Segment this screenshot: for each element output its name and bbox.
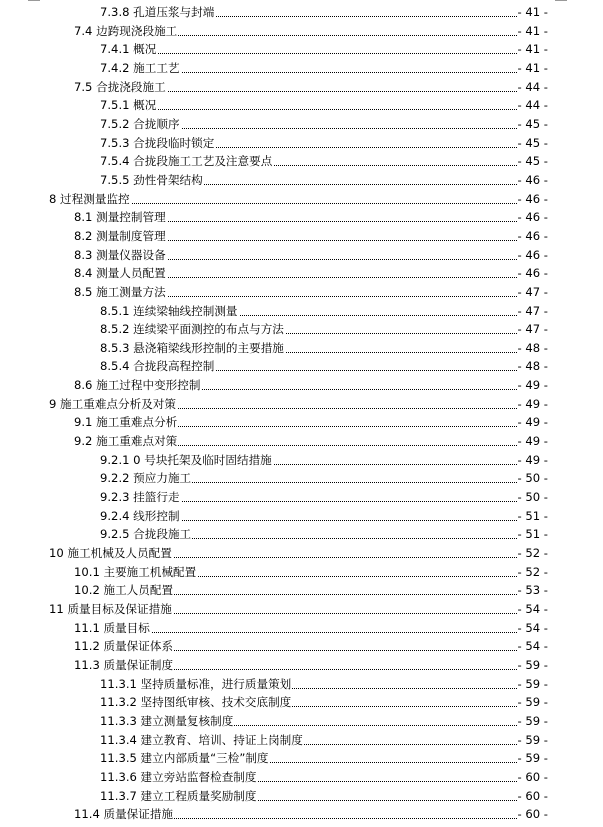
- toc-entry[interactable]: [0, 152, 603, 171]
- toc-entry[interactable]: [0, 413, 603, 432]
- toc-entry[interactable]: [0, 40, 603, 59]
- toc-entry-page-number: - 47 -: [517, 303, 548, 318]
- toc-entry[interactable]: [0, 432, 603, 451]
- toc-entry-page-number: - 54 -: [517, 602, 548, 616]
- toc-entry[interactable]: [0, 357, 603, 376]
- toc-entry[interactable]: [0, 283, 603, 302]
- table-of-contents: [0, 3, 603, 824]
- toc-entry[interactable]: [0, 749, 603, 768]
- toc-entry-title: 9.2.3 挂篮行走: [100, 490, 180, 505]
- toc-entry-title: 8.3 测量仪器设备: [74, 247, 166, 262]
- toc-entry[interactable]: [0, 208, 603, 227]
- toc-entry-page-number: - 54 -: [517, 620, 548, 635]
- toc-entry-title: 9.1 施工重难点分析: [74, 415, 178, 430]
- toc-entry-title: 8.5.3 悬浇箱梁线形控制的主要措施: [100, 340, 284, 355]
- toc-entry-title: 7.5.5 劲性骨架结构: [100, 172, 203, 187]
- toc-entry[interactable]: [0, 581, 603, 600]
- toc-entry-title: 8.4 测量人员配置: [74, 266, 166, 281]
- toc-entry-title: 7.5 合拢浇段施工: [74, 79, 166, 94]
- toc-entry-title: 11.4 质量保证措施: [74, 807, 174, 822]
- toc-entry-page-number: - 41 -: [517, 60, 548, 75]
- toc-entry[interactable]: [0, 264, 603, 283]
- toc-entry[interactable]: [0, 339, 603, 358]
- toc-entry[interactable]: [0, 544, 603, 563]
- toc-entry-title: 11.3.7 建立工程质量奖励制度: [100, 788, 257, 803]
- toc-entry-title: 11.2 质量保证体系: [74, 639, 174, 654]
- toc-entry[interactable]: [0, 675, 603, 694]
- toc-entry-page-number: - 46 -: [517, 210, 548, 225]
- toc-entry[interactable]: [0, 96, 603, 115]
- toc-entry-title: 8 过程测量监控: [49, 191, 130, 206]
- toc-entry-title: 9.2.1 0 号块托架及临时固结措施: [100, 452, 272, 467]
- toc-entry-page-number: - 59 -: [517, 657, 548, 672]
- toc-entry[interactable]: [0, 563, 603, 582]
- toc-entry-title: 7.5.3 合拢段临时锁定: [100, 135, 215, 150]
- toc-entry-page-number: - 59 -: [517, 751, 548, 766]
- toc-entry-title: 11.3.2 坚持图纸审核、技术交底制度: [100, 695, 292, 710]
- toc-entry-page-number: - 60 -: [517, 807, 548, 822]
- toc-entry-title: 7.5.4 合拢段施工工艺及注意要点: [100, 154, 273, 169]
- toc-entry-title: 8.5.2 连续梁平面测控的布点与方法: [100, 322, 284, 337]
- toc-entry-page-number: - 50 -: [517, 471, 548, 486]
- toc-entry[interactable]: [0, 3, 603, 22]
- page-top-rule-right: [555, 0, 567, 1]
- toc-entry-title: 7.5.1 概况: [100, 98, 157, 113]
- toc-entry-page-number: - 41 -: [517, 42, 548, 57]
- toc-entry[interactable]: [0, 246, 603, 265]
- toc-entry-page-number: - 41 -: [517, 23, 548, 38]
- toc-entry-page-number: - 45 -: [517, 135, 548, 150]
- toc-entry-page-number: - 49 -: [517, 378, 548, 393]
- toc-entry-title: 10.1 主要施工机械配置: [74, 564, 197, 579]
- toc-entry[interactable]: [0, 656, 603, 675]
- toc-entry-page-number: - 50 -: [517, 490, 548, 505]
- toc-entry-page-number: - 41 -: [517, 5, 548, 19]
- toc-entry[interactable]: [0, 488, 603, 507]
- toc-entry[interactable]: [0, 190, 603, 209]
- toc-entry-title: 10.2 施工人员配置: [74, 583, 174, 598]
- toc-entry-page-number: - 46 -: [517, 172, 548, 187]
- toc-entry[interactable]: [0, 451, 603, 470]
- toc-entry[interactable]: [0, 525, 603, 544]
- toc-entry-title: 11.3.6 建立旁站监督检查制度: [100, 769, 257, 784]
- dot-leader: [100, 109, 545, 110]
- toc-entry[interactable]: [0, 693, 603, 712]
- toc-entry-title: 11 质量目标及保证措施: [49, 602, 172, 616]
- toc-entry[interactable]: [0, 712, 603, 731]
- toc-entry-page-number: - 46 -: [517, 266, 548, 281]
- dot-leader: [100, 53, 545, 54]
- toc-entry-title: 7.3.8 孔道压浆与封端: [100, 5, 215, 19]
- toc-entry[interactable]: [0, 619, 603, 638]
- toc-entry-page-number: - 45 -: [517, 154, 548, 169]
- toc-entry-title: 9 施工重难点分析及对策: [49, 396, 176, 411]
- toc-entry-title: 11.3.5 建立内部质量“三检”制度: [100, 751, 269, 766]
- toc-entry-page-number: - 59 -: [517, 676, 548, 691]
- toc-entry[interactable]: [0, 507, 603, 526]
- toc-entry[interactable]: [0, 376, 603, 395]
- toc-entry-title: 7.4.1 概况: [100, 42, 157, 57]
- toc-entry-title: 11.3.3 建立测量复核制度: [100, 713, 234, 728]
- toc-entry-page-number: - 52 -: [517, 546, 548, 561]
- toc-entry[interactable]: [0, 59, 603, 78]
- toc-entry-page-number: - 48 -: [517, 359, 548, 374]
- toc-entry-title: 11.1 质量目标: [74, 620, 150, 635]
- toc-entry[interactable]: [0, 805, 603, 824]
- toc-entry-page-number: - 44 -: [517, 79, 548, 94]
- toc-entry-title: 7.4.2 施工工艺: [100, 60, 180, 75]
- toc-entry-title: 8.2 测量制度管理: [74, 228, 166, 243]
- toc-entry-title: 9.2.4 线形控制: [100, 508, 180, 523]
- toc-entry-title: 11.3.1 坚持质量标准，进行质量策划: [100, 676, 292, 691]
- toc-entry-page-number: - 49 -: [517, 396, 548, 411]
- toc-entry-page-number: - 59 -: [517, 713, 548, 728]
- toc-entry-title: 8.1 测量控制管理: [74, 210, 166, 225]
- toc-entry[interactable]: [0, 134, 603, 153]
- toc-entry-page-number: - 53 -: [517, 583, 548, 598]
- toc-entry-title: 8.5.1 连续梁轴线控制测量: [100, 303, 238, 318]
- toc-entry-page-number: - 49 -: [517, 452, 548, 467]
- toc-entry[interactable]: [0, 78, 603, 97]
- toc-entry[interactable]: [0, 469, 603, 488]
- toc-entry[interactable]: [0, 115, 603, 134]
- toc-entry-title: 7.4 边跨现浇段施工: [74, 23, 178, 38]
- toc-entry-page-number: - 51 -: [517, 527, 548, 542]
- toc-entry[interactable]: [0, 395, 603, 414]
- toc-entry-page-number: - 60 -: [517, 769, 548, 784]
- toc-entry-page-number: - 59 -: [517, 695, 548, 710]
- toc-entry[interactable]: [0, 320, 603, 339]
- toc-entry[interactable]: [0, 637, 603, 656]
- toc-entry-page-number: - 48 -: [517, 340, 548, 355]
- toc-entry-page-number: - 46 -: [517, 228, 548, 243]
- toc-entry-page-number: - 54 -: [517, 639, 548, 654]
- toc-entry-title: 8.6 施工过程中变形控制: [74, 378, 201, 393]
- toc-entry[interactable]: [0, 302, 603, 321]
- toc-entry-title: 11.3 质量保证制度: [74, 657, 174, 672]
- toc-entry-title: 11.3.4 建立教育、培训、持证上岗制度: [100, 732, 303, 747]
- toc-entry-page-number: - 46 -: [517, 247, 548, 262]
- toc-entry[interactable]: [0, 22, 603, 41]
- toc-entry-page-number: - 45 -: [517, 116, 548, 131]
- toc-entry-page-number: - 51 -: [517, 508, 548, 523]
- toc-entry-title: 7.5.2 合拢顺序: [100, 116, 180, 131]
- toc-entry-title: 9.2.5 合拢段施工: [100, 527, 192, 542]
- toc-entry-page-number: - 49 -: [517, 415, 548, 430]
- toc-entry[interactable]: [0, 768, 603, 787]
- toc-entry-page-number: - 59 -: [517, 732, 548, 747]
- toc-entry-page-number: - 44 -: [517, 98, 548, 113]
- toc-entry-page-number: - 47 -: [517, 284, 548, 299]
- page-top-rule-left: [28, 0, 40, 1]
- toc-entry-page-number: - 49 -: [517, 434, 548, 449]
- toc-entry-title: 9.2.2 预应力施工: [100, 471, 192, 486]
- toc-entry[interactable]: [0, 227, 603, 246]
- toc-entry-page-number: - 52 -: [517, 564, 548, 579]
- toc-entry-title: 10 施工机械及人员配置: [49, 546, 172, 561]
- toc-entry-title: 9.2 施工重难点对策: [74, 434, 178, 449]
- toc-entry-page-number: - 47 -: [517, 322, 548, 337]
- toc-entry-page-number: - 46 -: [517, 191, 548, 206]
- toc-entry[interactable]: [0, 731, 603, 750]
- toc-entry-page-number: - 60 -: [517, 788, 548, 803]
- toc-entry[interactable]: [0, 600, 603, 619]
- toc-entry[interactable]: [0, 787, 603, 806]
- toc-entry-title: 8.5.4 合拢段高程控制: [100, 359, 215, 374]
- toc-entry-title: 8.5 施工测量方法: [74, 284, 166, 299]
- toc-entry[interactable]: [0, 171, 603, 190]
